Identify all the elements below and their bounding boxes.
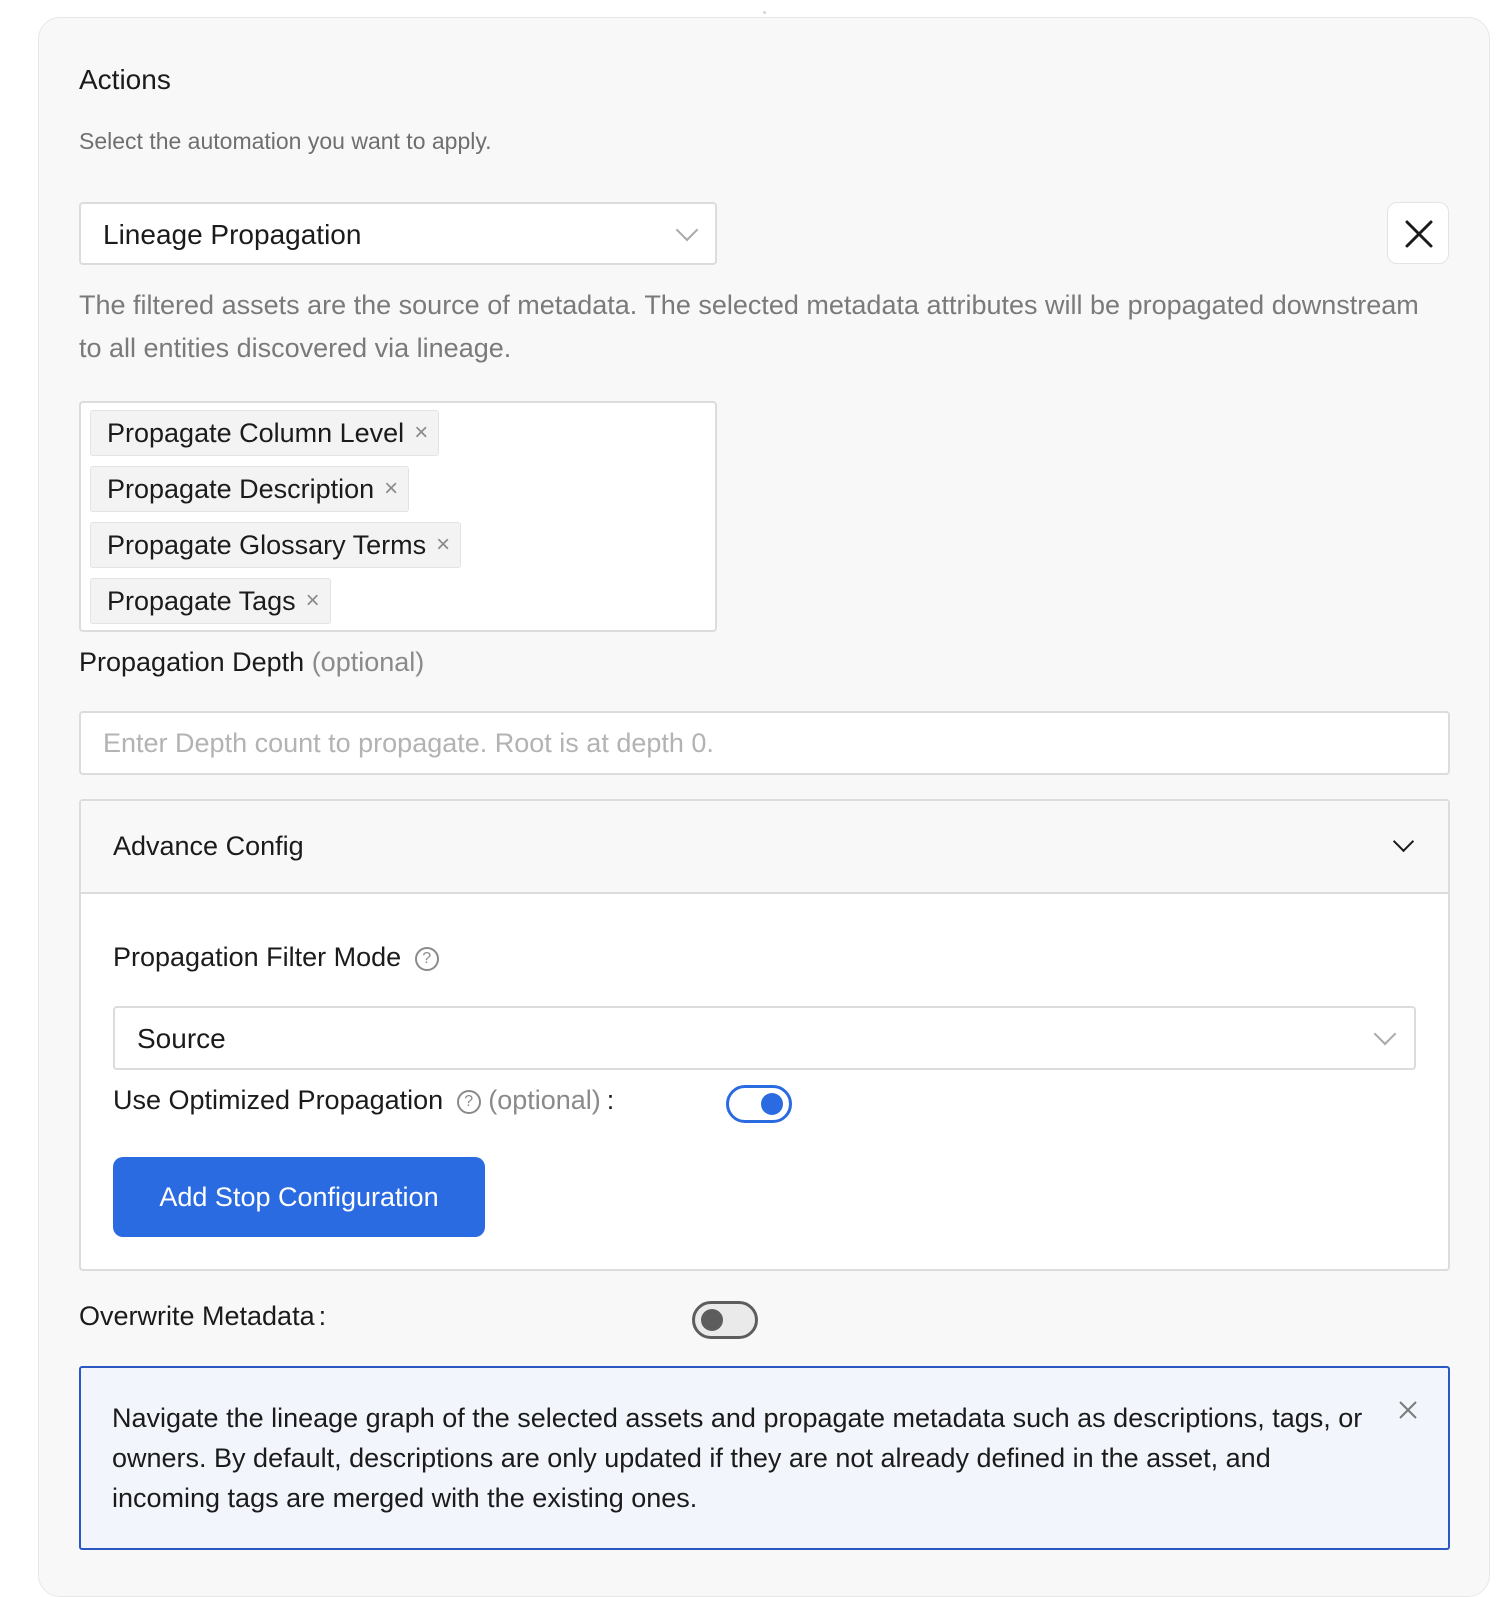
advance-config-header[interactable]: [81, 801, 1448, 894]
help-icon[interactable]: ?: [415, 947, 439, 971]
remove-tag-icon[interactable]: ×: [305, 587, 320, 614]
optional-hint: (optional): [311, 647, 425, 677]
help-icon[interactable]: ?: [457, 1090, 481, 1114]
action-description: The filtered assets are the source of metadata. The selected metadata attributes will be propagated downstream to all entities discovered via lineage.: [79, 290, 1419, 363]
filter-mode-label: [113, 942, 439, 973]
section-title: Actions: [79, 64, 171, 95]
option-tag-label: Propagate Description: [107, 473, 375, 504]
chevron-down-icon: [1393, 831, 1414, 852]
info-alert-text: Navigate the lineage graph of the selected assets and propagate metadata such as descriptions, tags, or owners. By default, descriptions are only updated if they are not already defined in the asset, and incoming tags are merged with the existing ones.: [112, 1403, 1363, 1513]
toggle-knob: [701, 1309, 723, 1331]
option-tag: [90, 466, 409, 512]
close-icon: [1405, 220, 1433, 248]
optimized-propagation-label: [113, 1085, 614, 1116]
overwrite-metadata-toggle[interactable]: [692, 1301, 758, 1339]
overwrite-metadata-label-text: Overwrite Metadata: [79, 1301, 315, 1331]
overwrite-metadata-label: [79, 1301, 326, 1332]
section-subtitle: Select the automation you want to apply.: [79, 128, 492, 154]
advance-config-title: Advance Config: [113, 831, 304, 861]
propagation-depth-label-text: Propagation Depth: [79, 647, 305, 677]
option-tag-label: Propagate Tags: [107, 585, 296, 616]
info-alert: [79, 1366, 1450, 1550]
filter-mode-select-value: Source: [137, 1023, 226, 1054]
label-colon: :: [606, 1085, 615, 1115]
option-tag-label: Propagate Glossary Terms: [107, 529, 427, 560]
action-select-value: Lineage Propagation: [103, 219, 362, 250]
remove-tag-icon[interactable]: ×: [436, 531, 451, 558]
option-tag: [90, 578, 331, 624]
chevron-down-icon: [676, 219, 699, 242]
drag-handle-dot: [763, 11, 766, 14]
remove-action-button[interactable]: [1387, 202, 1449, 264]
toggle-knob: [761, 1093, 783, 1115]
propagation-depth-label: [79, 647, 424, 678]
optional-hint: (optional): [488, 1085, 601, 1115]
propagation-options-select[interactable]: [79, 401, 717, 632]
propagation-depth-input[interactable]: [79, 711, 1450, 775]
option-tag-label: Propagate Column Level: [107, 417, 405, 448]
filter-mode-label-text: Propagation Filter Mode: [113, 942, 402, 972]
chevron-down-icon: [1374, 1023, 1397, 1046]
close-icon[interactable]: [1398, 1400, 1418, 1420]
remove-tag-icon[interactable]: ×: [414, 419, 429, 446]
action-select[interactable]: [79, 202, 717, 265]
filter-mode-select[interactable]: [113, 1006, 1416, 1070]
option-tag: [90, 522, 461, 568]
option-tag: [90, 410, 439, 456]
add-stop-configuration-button[interactable]: Add Stop Configuration: [113, 1157, 485, 1237]
optimized-propagation-toggle[interactable]: [726, 1085, 792, 1123]
remove-tag-icon[interactable]: ×: [384, 475, 399, 502]
optimized-propagation-label-text: Use Optimized Propagation: [113, 1085, 444, 1115]
label-colon: :: [318, 1301, 327, 1331]
